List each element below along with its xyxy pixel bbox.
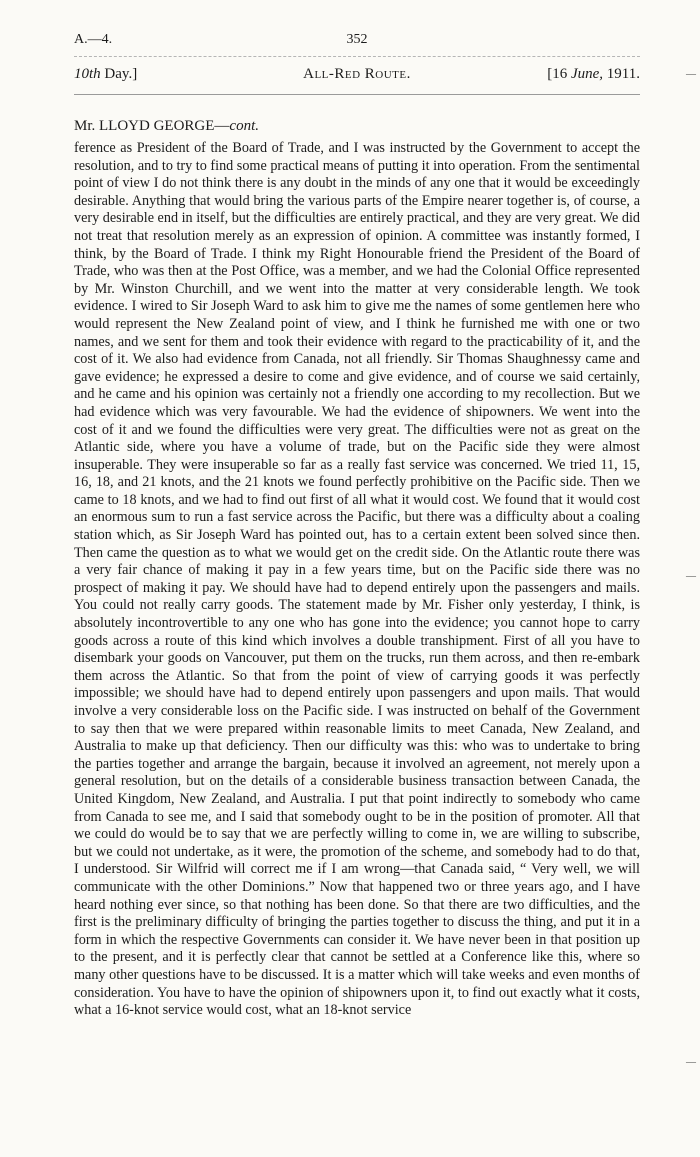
header-rule	[74, 94, 640, 95]
margin-mark-icon: —	[686, 1057, 696, 1068]
date-year: 1911.	[606, 66, 640, 82]
running-header	[74, 66, 640, 86]
date-month: June,	[570, 66, 604, 82]
body-paragraph: ference as President of the Board of Trade, and I was instructed by the Government to accept the resolution, and to try to find some practical means of putting it into operation. From the sentimental point of view I do not think there is any doubt in the minds of any one that it would be exceedingly desirable. Anything that would bring the various parts of the Empire nearer together is, of course, a very desirable end in itself, but the difficulties are entirely practical, and they are very great. We did not treat that resolution merely as an expression of opinion. A committee was instantly formed, I think, by the Board of Trade. I think my Right Honourable friend the President of the Board of Trade, who was then at the Post Office, was a member, and we had the Colonial Office represented by Mr. Winston Churchill, and we went into the matter at very considerable length. We took evidence. I wired to Sir Joseph Ward to ask him to give me the names of some gentlemen here who would represent the New Zealand point of view, and I think he furnished me with one or two names, and we sent for them and took their evidence with regard to the practicability of it, and the cost of it. We also had evidence from Canada, not all friendly. Sir Thomas Shaughnessy came and gave evidence; he expressed a desire to come and give evidence, and of course we said certainly, and he came and his opinion was certainly not a friendly one according to my recollection. But we had evidence which was very favourable. We had the evidence of shipowners. We went into the cost of it and we found the difficulties were very great. The difficulties were not as great on the Atlantic side, where you have a volume of trade, but on the Pacific side they were almost insuperable. They were insuperable so far as a really fast service was concerned. We tried 11, 15, 16, 18, and 21 knots, and the 21 knots we found perfectly prohibitive on the Pacific side. Then we came to 18 knots, and we had to find out first of all what it would cost. We found that it would cost an enormous sum to run a fast service across the Pacific, but there was a difficulty about a coaling station which, as Sir Joseph Ward has pointed out, has to a certain extent been solved since then. Then came the question as to what we would get on the credit side. On the Atlantic route there was a very fair chance of making it pay in a few years time, but on the Pacific side there was no prospect of making it pay. We should have had to depend entirely upon the passengers and mails. You could not really carry goods. The statement made by Mr. Fisher only yesterday, I think, is absolutely incontrovertible to any one who has gone into the evidence; you cannot hope to carry goods across a route of this kind which involves a double transhipment. First of all you have to disembark your goods on Vancouver, put them on the trucks, run them across, and then re-embark them across the Atlantic. So that from the point of view of carrying goods it was perfectly impossible; we should have had to depend entirely upon passengers and upon mails. That would involve a very considerable loss on the Pacific side. I was instructed on behalf of the Government to say then that we were prepared within reasonable limits to meet Canada, New Zealand, and Australia to make up that deficiency. Then our difficulty was this: who was to undertake to bring the parties together and arrange the bargain, because it involved an agreement, not merely upon a general resolution, but on the details of a considerable business transaction between Canada, the United Kingdom, New Zealand, and Australia. I put that point indirectly to somebody who came from Canada to see me, and I said that somebody ought to be in the position of promoter. All that we could do would be to say that we are perfectly willing to come in, we are willing to subscribe, but we could not undertake, as it were, the promotion of the scheme, and somebody had to do that, I understood. Sir Wilfrid will correct me if I am wrong—that Canada said, “ Very well, we will communicate with the other Dominions.” Now that happened two or three years ago, and I have heard nothing ever since, so that nothing has been done. So that there are two difficulties, and the first is the preliminary difficulty of bringing the parties together to discuss the thing, and put it in a form in which the respective Governments can consider it. We have never been in that position up to the present, and it is perfectly clear that cannot be settled at a Conference like this, where so many other questions have to be discussed. It is a matter which will take weeks and even months of consideration. You have to have the opinion of shipowners upon it, to find out exactly what it costs, what a 16-knot service would cost, what an 18-knot service	[74, 140, 640, 1019]
speaker-cont: cont.	[229, 118, 259, 134]
margin-mark-icon: —	[686, 571, 696, 582]
dashed-rule	[74, 56, 640, 57]
margin-mark-icon: —	[686, 69, 696, 80]
speaker-heading	[74, 118, 640, 135]
header-title: All-Red Route.	[303, 66, 411, 82]
date-day: [16	[547, 66, 568, 82]
header-date	[547, 66, 640, 83]
page-number: 352	[346, 32, 368, 47]
day-number: 10th	[74, 66, 101, 82]
top-row	[74, 32, 640, 50]
day-word: Day.]	[104, 66, 138, 82]
speaker-name: Mr. LLOYD GEORGE—	[74, 118, 230, 134]
paper-reference: A.—4.	[74, 32, 113, 47]
